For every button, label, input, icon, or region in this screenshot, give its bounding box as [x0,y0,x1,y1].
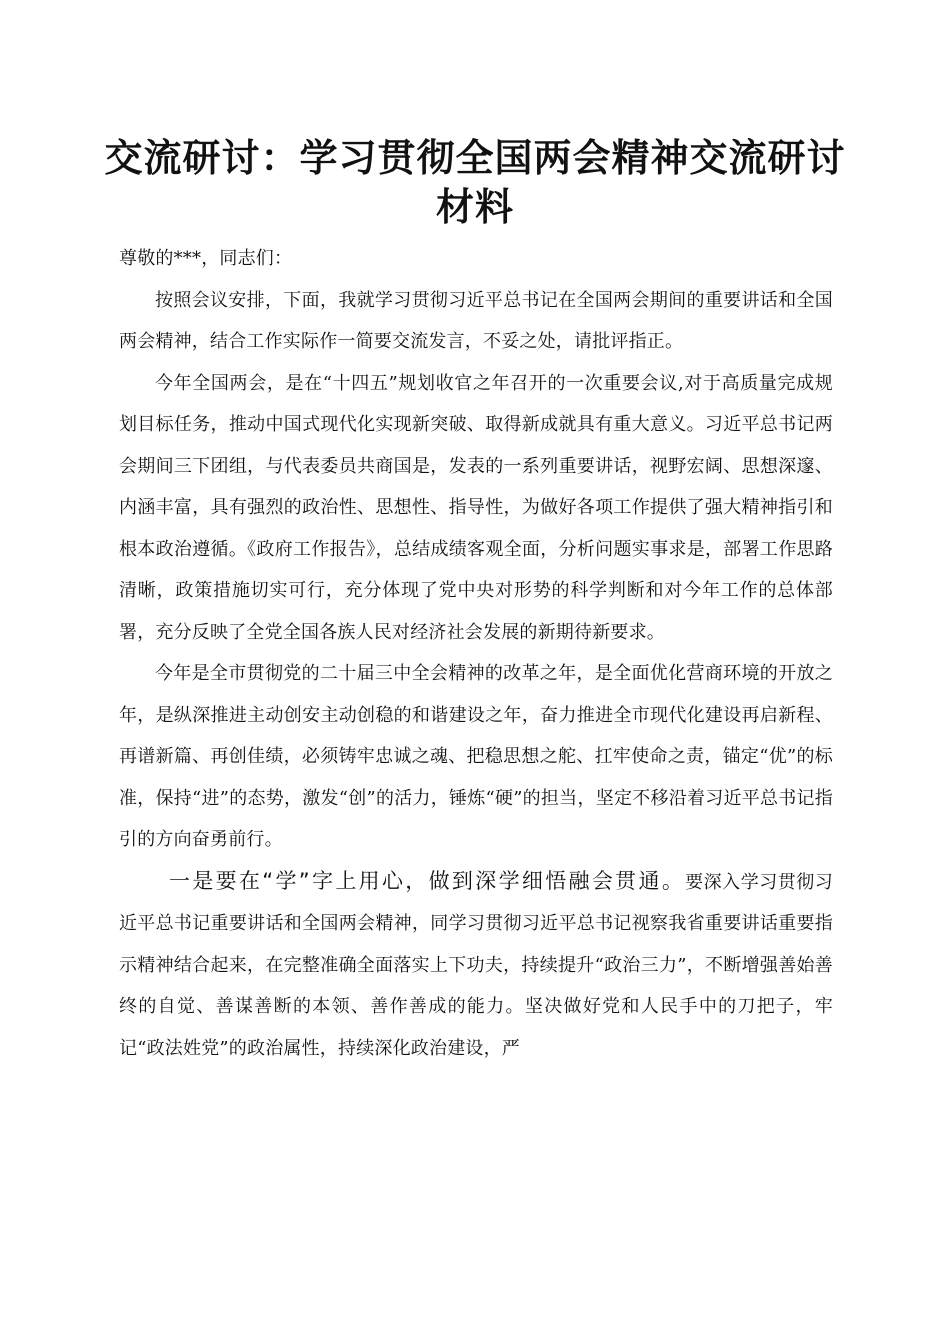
section-one-paragraph [119,861,833,1070]
document-body [119,238,833,1069]
salutation: 尊敬的***，同志们： [119,248,293,269]
document-title: 交流研讨：学习贯彻全国两会精神交流研讨材料 [104,135,846,229]
paragraph-intro: 按照会议安排，下面，我就学习贯彻习近平总书记在全国两会期间的重要讲话和全国两会精神，结合工作实际作一简要交流发言，不妥之处，请批评指正。 [119,289,833,352]
section-one-text: 要深入学习贯彻习近平总书记重要讲话和全国两会精神，同学习贯彻习近平总书记视察我省重要讲话重要指示精神结合起来，在完整准确全面落实上下功夫，持续提升“政治三力”，不断增强善始善终的自觉、善谋善断的本领、善作善成的能力。坚决做好党和人民手中的刀把子，牢记“政法姓党”的政治属性，持续深化政治建设，严 [119,871,833,1059]
section-one-heading: 一是要在“学”字上用心，做到深学细悟融会贯通。 [169,868,686,893]
paragraph-two-sessions: 今年全国两会，是在“十四五”规划收官之年召开的一次重要会议,对于高质量完成规划目标任务，推动中国式现代化实现新突破、取得新成就具有重大意义。习近平总书记两会期间三下团组，与代表委员共商国是，发表的一系列重要讲话，视野宏阔、思想深邃、内涵丰富，具有强烈的政治性、思想性、指导性，为做好各项工作提供了强大精神指引和根本政治遵循。《政府工作报告》，总结成绩客观全面，分析问题实事求是，部署工作思路清晰，政策措施切实可行，充分体现了党中央对形势的科学判断和对今年工作的总体部署，充分反映了全党全国各族人民对经济社会发展的新期待新要求。 [119,372,833,643]
paragraph-reform-year: 今年是全市贯彻党的二十届三中全会精神的改革之年，是全面优化营商环境的开放之年，是纵深推进主动创安主动创稳的和谐建设之年，奋力推进全市现代化建设再启新程、再谱新篇、再创佳绩，必须铸牢忠诚之魂、把稳思想之舵、扛牢使命之责，锚定“优”的标准，保持“进”的态势，激发“创”的活力，锤炼“硬”的担当，坚定不移沿着习近平总书记指引的方向奋勇前行。 [119,663,833,850]
